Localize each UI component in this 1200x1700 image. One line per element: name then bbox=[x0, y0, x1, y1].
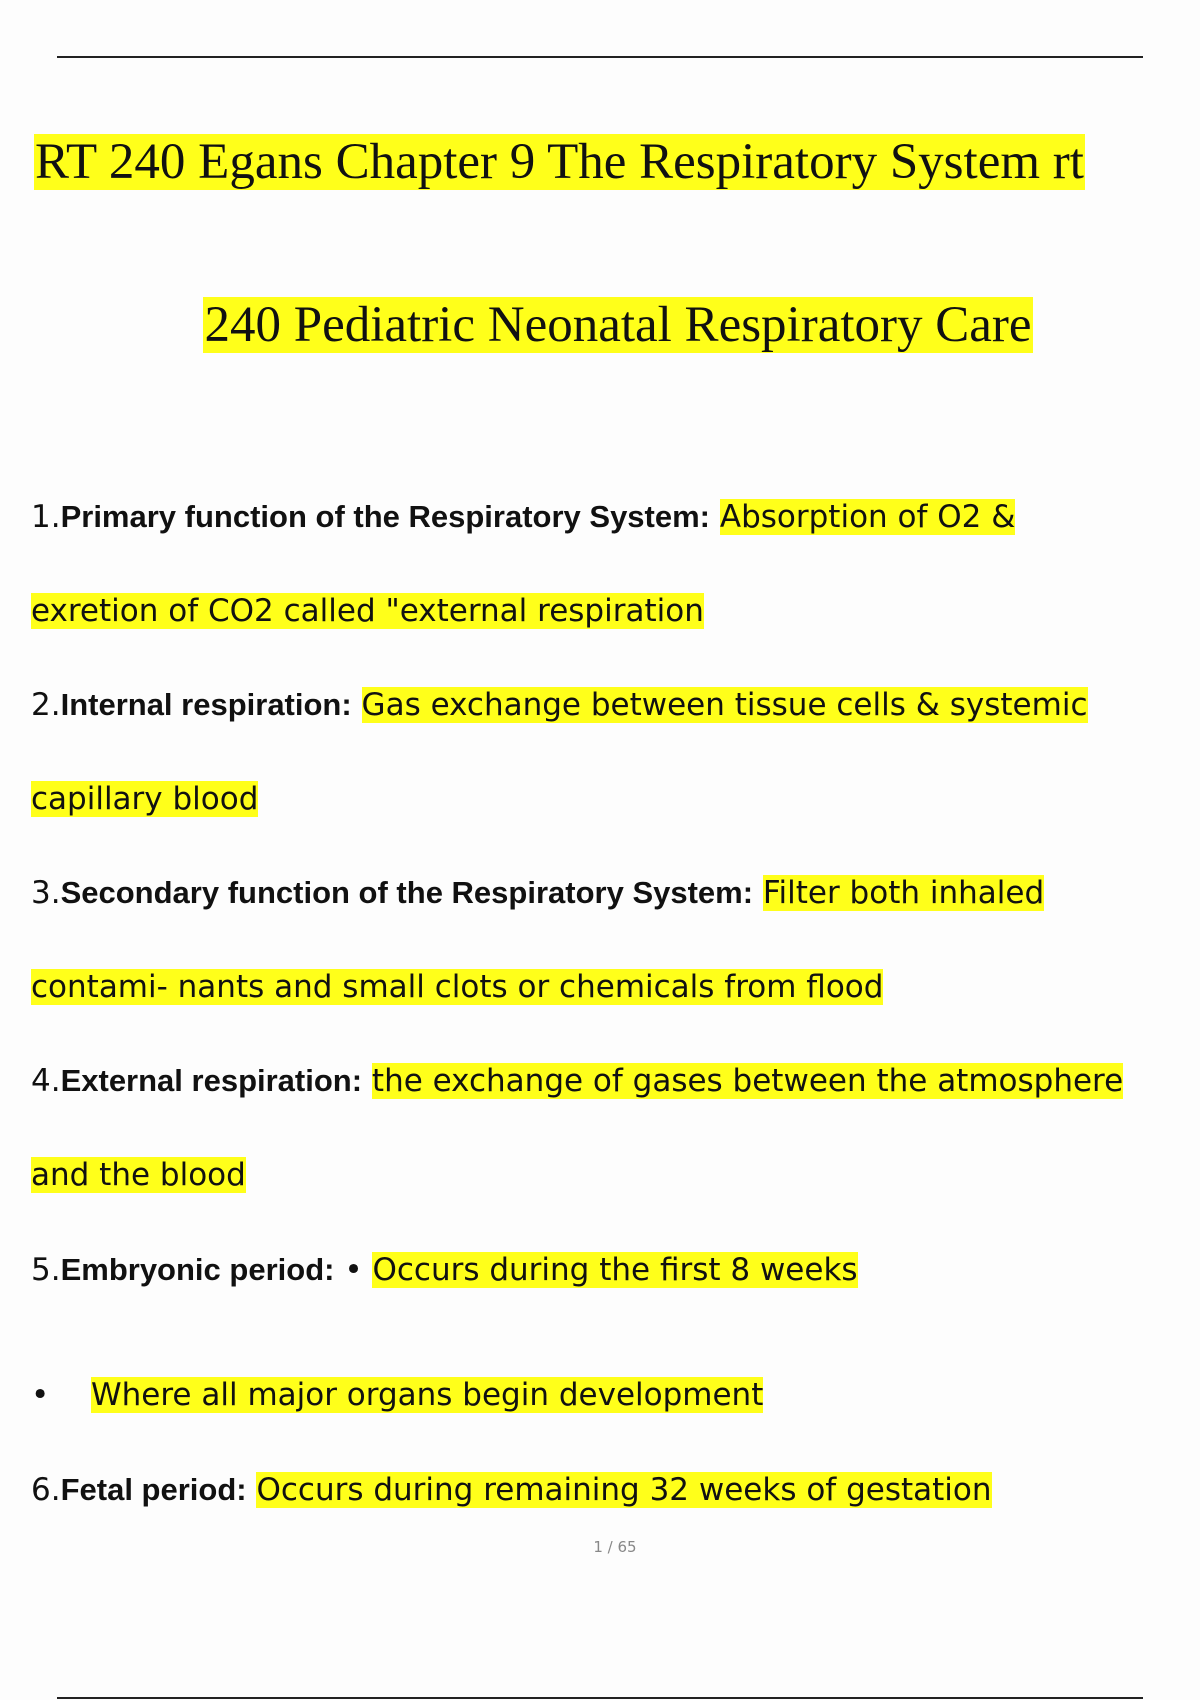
question-2 bbox=[31, 685, 1088, 725]
title-line-1-text: RT 240 Egans Chapter 9 The Respiratory System rt bbox=[35, 134, 1084, 190]
answer-text: Occurs during remaining 32 weeks of gestation bbox=[256, 1472, 992, 1508]
question-4 bbox=[31, 1061, 1123, 1101]
answer-4-continued bbox=[31, 1155, 246, 1195]
answer-2-continued bbox=[31, 779, 258, 819]
top-rule bbox=[57, 56, 1143, 58]
sub-bullet: • bbox=[31, 1377, 50, 1413]
question-number: 4. bbox=[31, 1063, 61, 1099]
document-title-line-2 bbox=[0, 293, 1200, 357]
question-number: 5. bbox=[31, 1252, 61, 1288]
bottom-rule bbox=[57, 1697, 1143, 1699]
question-label: Secondary function of the Respiratory System: bbox=[60, 875, 754, 910]
question-label: External respiration: bbox=[60, 1063, 363, 1098]
answer-3-continued bbox=[31, 967, 883, 1007]
answer-text: and the blood bbox=[31, 1157, 246, 1193]
document-title-line-1 bbox=[0, 130, 1200, 194]
question-label: Internal respiration: bbox=[60, 687, 352, 722]
question-number: 1. bbox=[31, 499, 61, 535]
question-label: Embryonic period: bbox=[60, 1252, 335, 1287]
page-indicator: 1 / 65 bbox=[593, 1538, 637, 1556]
question-number: 3. bbox=[31, 875, 61, 911]
question-1 bbox=[31, 497, 1015, 537]
answer-text: the exchange of gases between the atmosphere bbox=[371, 1063, 1124, 1099]
question-number: 6. bbox=[31, 1472, 61, 1508]
answer-text: Absorption of O2 & bbox=[719, 499, 1016, 535]
answer-text: Occurs during the first 8 weeks bbox=[372, 1252, 858, 1288]
question-6 bbox=[31, 1470, 992, 1510]
answer-text: exretion of CO2 called "external respiration bbox=[31, 593, 704, 629]
answer-text: Gas exchange between tissue cells & systemic bbox=[361, 687, 1088, 723]
question-number: 2. bbox=[31, 687, 61, 723]
question-label: Primary function of the Respiratory System: bbox=[60, 499, 711, 534]
answer-text: contami- nants and small clots or chemicals from flood bbox=[31, 969, 884, 1005]
answer-1-continued bbox=[31, 591, 704, 631]
inline-bullet: • bbox=[344, 1252, 363, 1288]
answer-text: Where all major organs begin development bbox=[91, 1377, 764, 1413]
title-line-2-text: 240 Pediatric Neonatal Respiratory Care bbox=[204, 297, 1032, 353]
answer-text: Filter both inhaled bbox=[762, 875, 1045, 911]
answer-text: capillary blood bbox=[31, 781, 259, 817]
sub-answer bbox=[91, 1375, 763, 1415]
question-3 bbox=[31, 873, 1044, 913]
question-5 bbox=[31, 1250, 858, 1290]
question-label: Fetal period: bbox=[60, 1472, 247, 1507]
